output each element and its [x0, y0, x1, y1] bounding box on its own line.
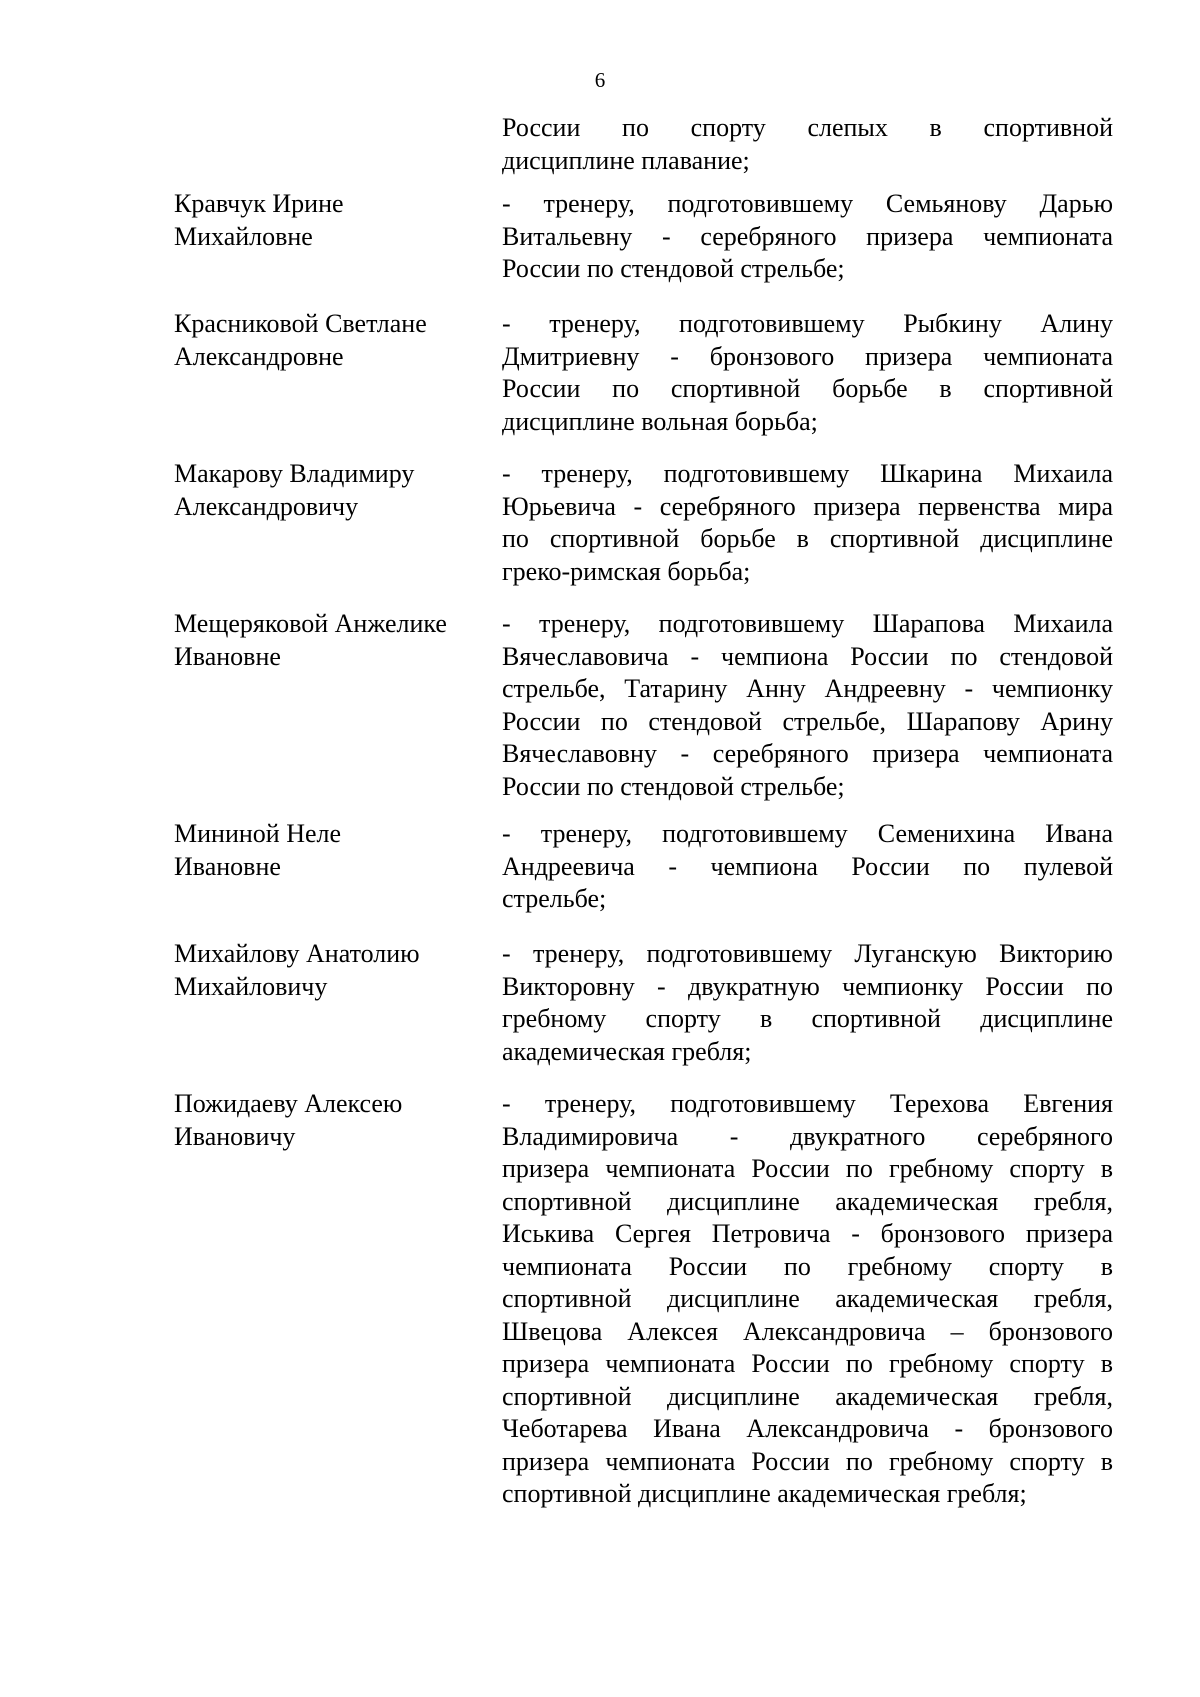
description-line: Дмитриевну - бронзового призера чемпионата: [502, 341, 1113, 371]
page-number: 6: [594, 68, 606, 92]
description-line: спортивной дисциплине академическая гребля,: [502, 1186, 1113, 1216]
description-line: - тренеру, подготовившему Рыбкину Алину: [502, 309, 1113, 338]
recipient-name: Мининой Неле Ивановне: [174, 819, 342, 881]
entry-description: [502, 458, 1113, 588]
recipient-name: Макарову Владимиру Александровичу: [174, 459, 415, 521]
description-line: - тренеру, подготовившему Терехова Евгения: [502, 1089, 1113, 1118]
description-line: - тренеру, подготовившему Шарапова Михаила: [502, 609, 1113, 638]
entry-description: [502, 818, 1113, 916]
description-line: - тренеру, подготовившему Семьянову Дарью: [502, 189, 1113, 218]
description-line: академическая гребля;: [502, 1036, 752, 1066]
description-line: призера чемпионата России по гребному спорту в: [502, 1349, 1113, 1378]
entry-description: [502, 1088, 1113, 1511]
description-line: Викторовну - двукратную чемпионку России по: [502, 971, 1113, 1001]
entry-description: [502, 112, 1113, 177]
description-line: призера чемпионата России по гребному спорту в: [502, 1154, 1113, 1183]
description-line: России по стендовой стрельбе, Шарапову Арину: [502, 706, 1113, 736]
description-line: - тренеру, подготовившему Луганскую Викторию: [502, 939, 1113, 968]
recipient-name: Пожидаеву Алексею Ивановичу: [174, 1089, 403, 1151]
description-line: Витальевну - серебряного призера чемпионата: [502, 221, 1113, 251]
recipient-name: Красниковой Светлане Александровне: [174, 309, 427, 371]
description-line: России по спорту слепых в спортивной: [502, 113, 1113, 142]
description-line: дисциплине вольная борьба;: [502, 406, 818, 436]
entry-description: [502, 938, 1113, 1068]
description-line: Чеботарева Ивана Александровича - бронзового: [502, 1414, 1113, 1443]
entry-description: [502, 188, 1113, 286]
description-line: Швецова Алексея Александровича – бронзового: [502, 1316, 1113, 1346]
description-line: спортивной дисциплине академическая гребля,: [502, 1284, 1113, 1313]
recipient-name: Михайлову Анатолию Михайловичу: [174, 939, 420, 1001]
description-line: Вячеславовича - чемпиона России по стендовой: [502, 641, 1113, 671]
description-line: Вячеславовну - серебряного призера чемпионата: [502, 739, 1113, 768]
description-line: спортивной дисциплине академическая гребля,: [502, 1381, 1113, 1411]
description-line: Владимировича - двукратного серебряного: [502, 1121, 1113, 1151]
description-line: спортивной дисциплине академическая гребля;: [502, 1479, 1027, 1508]
description-line: дисциплине плавание;: [502, 145, 750, 175]
recipient-name: Мещеряковой Анжелике Ивановне: [174, 609, 447, 671]
description-line: Юрьевича - серебряного призера первенства мира: [502, 491, 1113, 521]
description-line: призера чемпионата России по гребному спорту в: [502, 1446, 1113, 1476]
description-line: чемпионата России по гребному спорту в: [502, 1251, 1113, 1281]
description-line: России по стендовой стрельбе;: [502, 254, 845, 283]
entry-description: [502, 608, 1113, 803]
description-line: Андреевича - чемпиона России по пулевой: [502, 851, 1113, 881]
entry-description: [502, 308, 1113, 438]
description-line: - тренеру, подготовившему Шкарина Михаила: [502, 459, 1113, 488]
description-line: Иськива Сергея Петровича - бронзового призера: [502, 1219, 1113, 1248]
description-line: греко-римская борьба;: [502, 556, 751, 586]
description-line: по спортивной борьбе в спортивной дисциплине: [502, 524, 1113, 553]
recipient-name: Кравчук Ирине Михайловне: [174, 189, 344, 251]
description-line: России по стендовой стрельбе;: [502, 771, 845, 801]
description-line: - тренеру, подготовившему Семенихина Ивана: [502, 819, 1113, 848]
description-line: гребному спорту в спортивной дисциплине: [502, 1004, 1113, 1033]
description-line: стрельбе, Татарину Анну Андреевну - чемпионку: [502, 674, 1113, 703]
description-line: стрельбе;: [502, 884, 607, 913]
description-line: России по спортивной борьбе в спортивной: [502, 374, 1113, 403]
